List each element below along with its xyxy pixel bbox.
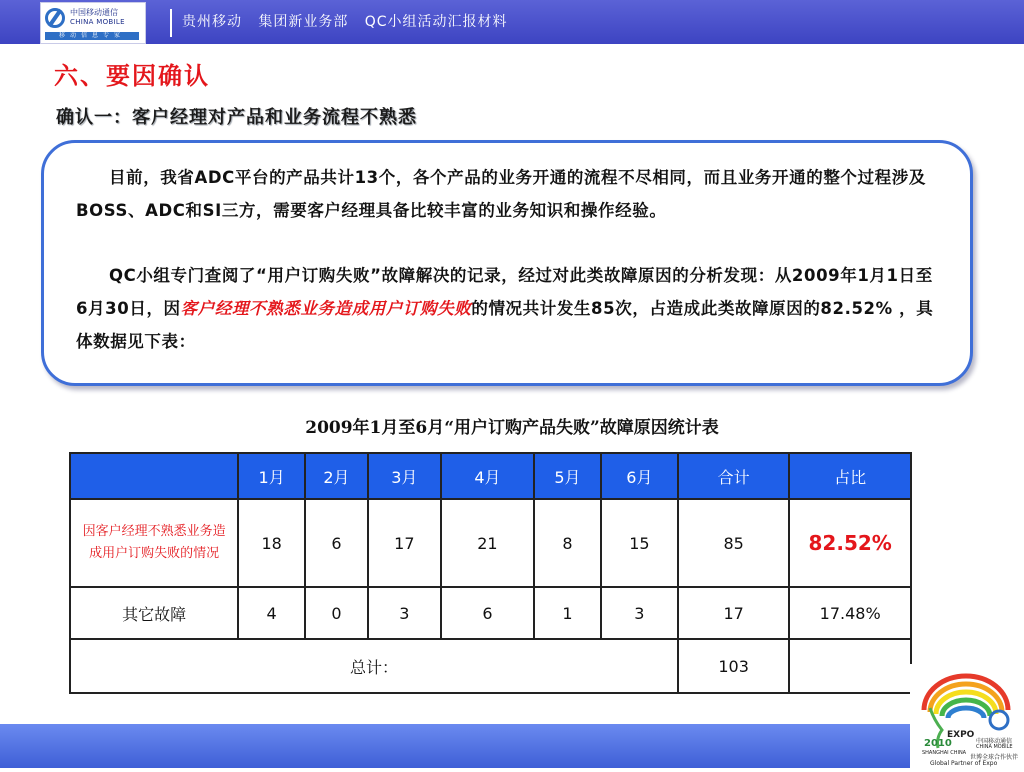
header-may: 5月 <box>534 453 601 499</box>
footer-bar <box>0 724 1024 768</box>
table-cell: 18 <box>238 499 305 587</box>
expo-brand: EXPO <box>947 730 975 740</box>
table-cell: 3 <box>601 587 678 639</box>
header-feb: 2月 <box>305 453 368 499</box>
header-apr: 4月 <box>441 453 534 499</box>
explanation-paragraph-2 <box>76 259 944 358</box>
expo-partner-cn: 世博全球合作伙伴 <box>970 754 1019 761</box>
expo-cm-en: CHINA MOBILE <box>976 744 1013 750</box>
highlighted-cause: 客户经理不熟悉业务造成用户订购失败 <box>180 299 472 318</box>
table-cell: 21 <box>441 499 534 587</box>
table-cell: 17 <box>368 499 441 587</box>
section-subtitle: 确认一：客户经理对产品和业务流程不熟悉 <box>56 107 417 128</box>
section-title: 六、要因确认 <box>54 62 210 90</box>
total-value: 103 <box>678 639 789 693</box>
table-cell: 3 <box>368 587 441 639</box>
table-row <box>70 587 911 639</box>
header-total: 合计 <box>678 453 789 499</box>
table-title: 2009年1月至6月“用户订购产品失败”故障原因统计表 <box>305 418 719 438</box>
header-divider <box>170 9 172 37</box>
expo-cm-cn: 中国移动通信 <box>976 738 1013 745</box>
table-cell: 0 <box>305 587 368 639</box>
row-label-manager-unfamiliar: 因客户经理不熟悉业务造成用户订购失败的情况 <box>70 499 238 587</box>
paragraph-2-start: QC小组专门查阅了“用户订购失败”故障解决的记录，经过对此类故障原因的分析发现：从2009年1月1日至6月30日，因 <box>76 266 933 318</box>
header-mar: 3月 <box>368 453 441 499</box>
header-jun: 6月 <box>601 453 678 499</box>
total-ratio <box>789 639 911 693</box>
expo-city: SHANGHAI CHINA <box>922 750 967 756</box>
fault-statistics-table <box>69 452 912 694</box>
header-ratio: 占比 <box>789 453 911 499</box>
table-cell: 17 <box>678 587 789 639</box>
header-bar <box>0 0 1024 44</box>
paragraph-2-end: 的情况共计发生85次，占造成此类故障原因的82.52% ，具体数据见下表： <box>76 299 934 351</box>
logo-slogan: 移动信息专家 <box>45 32 139 40</box>
table-total-row <box>70 639 911 693</box>
table-cell: 8 <box>534 499 601 587</box>
table-cell: 15 <box>601 499 678 587</box>
table-cell: 85 <box>678 499 789 587</box>
expo-2010-logo <box>910 664 1024 768</box>
china-mobile-logo <box>40 2 146 44</box>
explanation-box <box>41 140 973 386</box>
row-label-other: 其它故障 <box>70 587 238 639</box>
ratio-cell-highlight: 82.52% <box>789 499 911 587</box>
header-title: 贵州移动 集团新业务部 QC小组活动汇报材料 <box>182 14 508 30</box>
header-corner <box>70 453 238 499</box>
table-header-row <box>70 453 911 499</box>
header-jan: 1月 <box>238 453 305 499</box>
china-mobile-logo-icon <box>45 8 65 28</box>
logo-cn-text: 中国移动通信 <box>70 8 118 17</box>
table-cell: 4 <box>238 587 305 639</box>
expo-year: 2010 <box>924 738 952 749</box>
table-row <box>70 499 911 587</box>
ratio-cell: 17.48% <box>789 587 911 639</box>
logo-en-text: CHINA MOBILE <box>70 18 125 26</box>
total-label: 总计： <box>70 639 678 693</box>
table-cell: 6 <box>305 499 368 587</box>
explanation-paragraph-1: 目前，我省ADC平台的产品共计13个，各个产品的业务开通的流程不尽相同，而且业务开通的整个过程涉及BOSS、ADC和SI三方，需要客户经理具备比较丰富的业务知识和操作经验。 <box>76 168 926 220</box>
table-cell: 1 <box>534 587 601 639</box>
table-cell: 6 <box>441 587 534 639</box>
expo-partner-en: Global Partner of Expo <box>930 760 998 767</box>
